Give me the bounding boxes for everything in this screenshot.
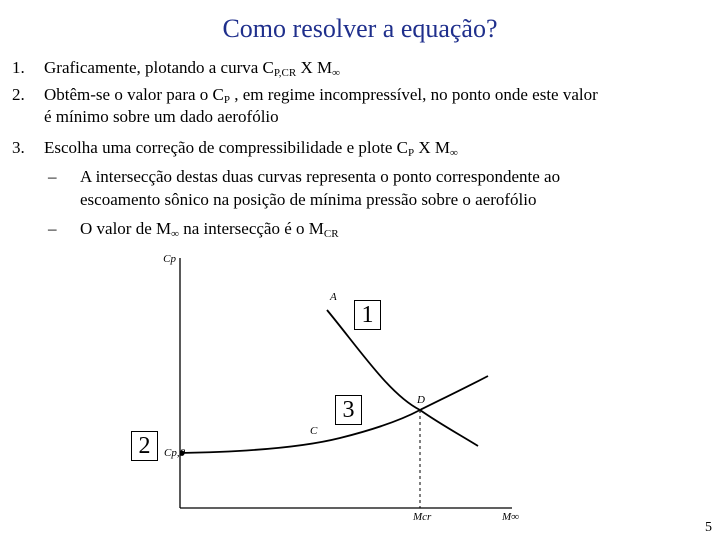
item-number: 1.	[12, 58, 25, 77]
x-axis-label: M∞	[502, 511, 520, 523]
item-number: 3.	[12, 138, 25, 157]
sub-item-text: O valor de $M_\infty$ na intersecção é o $M_{CR}$	[80, 219, 339, 240]
item-number: 2.	[12, 85, 25, 104]
curve-a	[327, 310, 478, 446]
callout-box-2: 2	[131, 431, 158, 461]
y-axis-label: Cp	[163, 253, 176, 265]
sub-item-text: A intersecção destas duas curvas representa o ponto correspondente ao	[80, 167, 561, 186]
item-text: Escolha uma correção de compressibilidade e plote $C_P$ X $M_\infty$	[44, 138, 458, 159]
curve-c-label: C	[310, 425, 318, 437]
mcr-tick-label: Mcr	[413, 511, 432, 523]
slide-title: Como resolver a equação?	[222, 14, 498, 43]
page-number: 5	[705, 520, 712, 535]
sub-item-dash: –	[48, 167, 57, 186]
item-text: Obtêm-se o valor para o $C_P$ , em regime incompressível, no ponto onde este valor	[44, 85, 598, 106]
callout-box-1: 1	[354, 300, 381, 330]
curve-a-label: A	[330, 291, 337, 303]
point-d-label: D	[417, 394, 425, 406]
callout-box-3: 3	[335, 395, 362, 425]
item-text: Graficamente, plotando a curva $C_{P,CR}$ X $M_\infty$	[44, 58, 340, 79]
cp0-tick-label: Cp,0	[164, 447, 186, 459]
curve-c	[180, 376, 488, 453]
sub-item-dash: –	[48, 219, 57, 238]
